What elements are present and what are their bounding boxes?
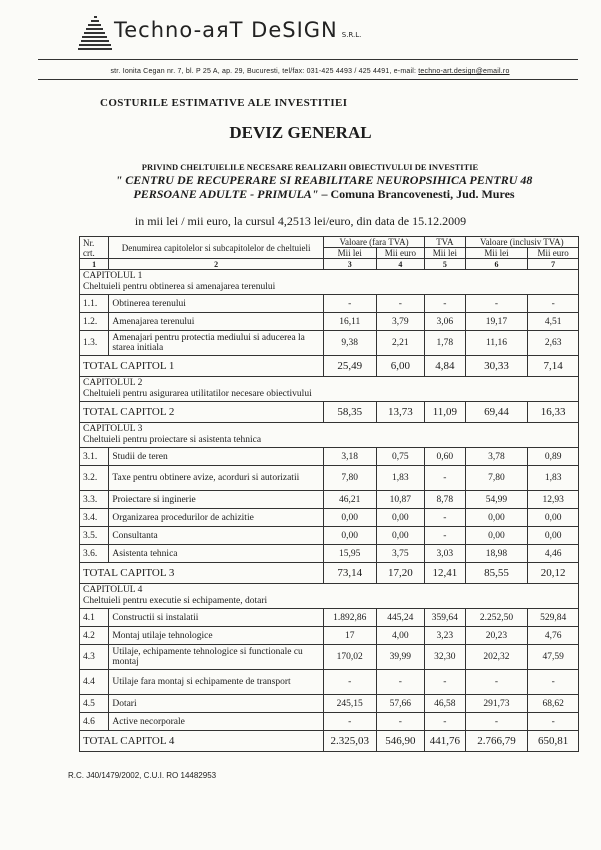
row-value: 2,21 (376, 331, 425, 356)
row-value: 7,80 (323, 466, 376, 491)
row-name: Amenajari pentru protectia mediului si aducerea la starea initiala (109, 331, 324, 356)
row-name: Utilaje fara montaj si echipamente de transport (109, 670, 324, 695)
table-row (80, 527, 579, 545)
row-value: - (376, 295, 425, 313)
row-value: 0,00 (376, 509, 425, 527)
row-value: 0,00 (465, 527, 528, 545)
row-value: - (528, 713, 579, 731)
row-name: Active necorporale (109, 713, 324, 731)
row-value: 359,64 (425, 609, 465, 627)
table-row (80, 448, 579, 466)
row-value: 3,18 (323, 448, 376, 466)
row-value: 0,60 (425, 448, 465, 466)
chapter-total-row (80, 356, 579, 377)
chapter-total-value: 650,81 (528, 731, 579, 752)
row-value: - (425, 295, 465, 313)
row-value: 10,87 (376, 491, 425, 509)
table-row (80, 627, 579, 645)
row-number: 3.3. (80, 491, 109, 509)
row-number: 4.1 (80, 609, 109, 627)
chapter-total-value: 2.766,79 (465, 731, 528, 752)
row-name: Organizarea procedurilor de achizitie (109, 509, 324, 527)
chapter-total-label: TOTAL CAPITOL 4 (80, 731, 324, 752)
row-name: Montaj utilaje tehnologice (109, 627, 324, 645)
row-number: 1.2. (80, 313, 109, 331)
chapter-description: Cheltuieli pentru asigurarea utilitatilor necesare obiectivului (83, 389, 312, 399)
chapter-description: Cheltuieli pentru obtinerea si amenajarea terenului (83, 282, 276, 292)
row-value: - (425, 713, 465, 731)
exchange-rate-note: in mii lei / mii euro, la cursul 4,2513 lei/euro, din data de 15.12.2009 (134, 214, 467, 228)
row-value: 170,02 (323, 645, 376, 670)
chapter-total-value: 73,14 (323, 563, 376, 584)
row-value: 3,78 (465, 448, 528, 466)
row-value: 68,62 (528, 695, 579, 713)
chapter-total-value: 30,33 (465, 356, 528, 377)
table-row (80, 645, 579, 670)
column-index: 3 (323, 259, 376, 270)
chapter-total-value: 25,49 (323, 356, 376, 377)
row-value: 0,00 (465, 509, 528, 527)
chapter-total-label: TOTAL CAPITOL 2 (80, 402, 324, 423)
deviz-table (79, 236, 579, 752)
column-index: 5 (425, 259, 465, 270)
company-suffix: S.R.L. (341, 31, 362, 39)
row-value: 529,84 (528, 609, 579, 627)
row-value: 445,24 (376, 609, 425, 627)
row-name: Dotari (109, 695, 324, 713)
column-index: 6 (465, 259, 528, 270)
header-rule (38, 59, 578, 60)
chapter-title: CAPITOLUL 3 (83, 424, 143, 434)
chapter-title: CAPITOLUL 1 (83, 271, 143, 281)
row-name: Taxe pentru obtinere avize, acorduri si autorizatii (109, 466, 324, 491)
row-value: 3,79 (376, 313, 425, 331)
table-row (80, 713, 579, 731)
row-number: 4.2 (80, 627, 109, 645)
row-value: 57,66 (376, 695, 425, 713)
row-value: 0,00 (528, 509, 579, 527)
row-value: - (425, 527, 465, 545)
row-value: 0,00 (528, 527, 579, 545)
row-value: 4,76 (528, 627, 579, 645)
column-index: 4 (376, 259, 425, 270)
chapter-total-value: 441,76 (425, 731, 465, 752)
col-header-name: Denumirea capitolelor si subcapitolelor de cheltuieli (109, 237, 324, 259)
row-value: - (323, 670, 376, 695)
row-value: 3,03 (425, 545, 465, 563)
document-title: DEVIZ GENERAL (229, 123, 372, 142)
chapter-description: Cheltuieli pentru executie si echipamente, dotari (83, 596, 268, 606)
row-value: - (376, 670, 425, 695)
row-value: - (425, 670, 465, 695)
chapter-total-value: 12,41 (425, 563, 465, 584)
row-value: - (528, 670, 579, 695)
address-text: str. Ionita Cegan nr. 7, bl. P 25 A, ap. 29, Bucuresti, tel/fax: 031-425 4493 / 425 4491, e-mail: (110, 68, 419, 75)
chapter-total-label: TOTAL CAPITOL 3 (80, 563, 324, 584)
row-name: Consultanta (109, 527, 324, 545)
row-number: 1.3. (80, 331, 109, 356)
row-value: 1,83 (376, 466, 425, 491)
col-header-mii-euro: Mii euro (376, 248, 425, 259)
row-value: 15,95 (323, 545, 376, 563)
chapter-total-value: 7,14 (528, 356, 579, 377)
chapter-header-row (80, 584, 579, 609)
row-value: 4,46 (528, 545, 579, 563)
email-link[interactable]: techno-art.design@email.ro (418, 68, 510, 75)
row-value: 39,99 (376, 645, 425, 670)
row-value: 3,06 (425, 313, 465, 331)
column-index: 2 (109, 259, 324, 270)
row-number: 3.5. (80, 527, 109, 545)
chapter-header (80, 584, 579, 609)
table-row (80, 509, 579, 527)
col-header-nr: Nr. crt. (80, 237, 109, 259)
row-number: 3.4. (80, 509, 109, 527)
row-number: 3.2. (80, 466, 109, 491)
chapter-total-value: 16,33 (528, 402, 579, 423)
section-heading: COSTURILE ESTIMATIVE ALE INVESTITIEI (100, 97, 348, 109)
col-header-value-excl: Valoare (fara TVA) (323, 237, 424, 248)
row-number: 3.6. (80, 545, 109, 563)
row-value: 11,16 (465, 331, 528, 356)
row-name: Constructii si instalatii (109, 609, 324, 627)
row-value: 9,38 (323, 331, 376, 356)
table-row (80, 466, 579, 491)
row-name: Proiectare si inginerie (109, 491, 324, 509)
row-value: 1,78 (425, 331, 465, 356)
row-value: 4,51 (528, 313, 579, 331)
row-value: 0,00 (323, 509, 376, 527)
row-value: 32,30 (425, 645, 465, 670)
project-title: " CENTRU DE RECUPERARE SI REABILITARE NEUROPSIHICA PENTRU 48 PERSOANE ADULTE - PRIMULA" (115, 173, 533, 201)
chapter-title: CAPITOLUL 2 (83, 378, 143, 388)
row-value: - (323, 295, 376, 313)
row-number: 4.6 (80, 713, 109, 731)
column-index-row (80, 259, 579, 270)
row-value: - (465, 713, 528, 731)
row-number: 4.3 (80, 645, 109, 670)
project-location: – Comuna Brancovenesti, Jud. Mures (318, 187, 515, 201)
row-value: 2,63 (528, 331, 579, 356)
chapter-total-value: 58,35 (323, 402, 376, 423)
row-value: - (425, 509, 465, 527)
address-rule (38, 79, 578, 80)
row-value: 46,58 (425, 695, 465, 713)
chapter-total-label: TOTAL CAPITOL 1 (80, 356, 324, 377)
column-index: 1 (80, 259, 109, 270)
chapter-total-value: 85,55 (465, 563, 528, 584)
chapter-header (80, 377, 579, 402)
row-value: 7,80 (465, 466, 528, 491)
chapter-total-row (80, 402, 579, 423)
col-header-mii-euro: Mii euro (528, 248, 579, 259)
company-logo (78, 14, 112, 54)
row-value: - (465, 670, 528, 695)
chapter-total-value: 17,20 (376, 563, 425, 584)
row-value: 19,17 (465, 313, 528, 331)
table-row (80, 491, 579, 509)
row-value: 47,59 (528, 645, 579, 670)
row-name: Asistenta tehnica (109, 545, 324, 563)
table-row (80, 609, 579, 627)
company-name (114, 18, 361, 42)
row-value: 54,99 (465, 491, 528, 509)
chapter-total-value: 546,90 (376, 731, 425, 752)
row-value: 16,11 (323, 313, 376, 331)
registration-footer: R.C. J40/1479/2002, C.U.I. RO 14482953 (68, 771, 217, 780)
chapter-total-value: 13,73 (376, 402, 425, 423)
company-name-text: Techno-aяT DeSIGN (114, 18, 338, 42)
row-value: - (376, 713, 425, 731)
row-number: 3.1. (80, 448, 109, 466)
row-value: 3,75 (376, 545, 425, 563)
row-value: 202,32 (465, 645, 528, 670)
table-row (80, 295, 579, 313)
row-number: 4.4 (80, 670, 109, 695)
row-value: 20,23 (465, 627, 528, 645)
chapter-total-value: 20,12 (528, 563, 579, 584)
row-name: Obtinerea terenului (109, 295, 324, 313)
row-value: - (425, 466, 465, 491)
project-name (84, 173, 564, 201)
column-index: 7 (528, 259, 579, 270)
chapter-total-value: 2.325,03 (323, 731, 376, 752)
row-value: 1.892,86 (323, 609, 376, 627)
chapter-description: Cheltuieli pentru proiectare si asistenta tehnica (83, 435, 262, 445)
row-name: Studii de teren (109, 448, 324, 466)
table-row (80, 545, 579, 563)
chapter-total-value: 6,00 (376, 356, 425, 377)
row-value: 0,00 (323, 527, 376, 545)
table-row (80, 670, 579, 695)
row-value: - (323, 713, 376, 731)
row-value: - (528, 295, 579, 313)
document-subtitle: PRIVIND CHELTUIELILE NECESARE REALIZARII OBIECTIVULUI DE INVESTITIE (141, 162, 479, 172)
row-value: 2.252,50 (465, 609, 528, 627)
chapter-total-value: 11,09 (425, 402, 465, 423)
row-value: 245,15 (323, 695, 376, 713)
row-value: 0,75 (376, 448, 425, 466)
row-value: 17 (323, 627, 376, 645)
table-row (80, 695, 579, 713)
row-value: 0,00 (376, 527, 425, 545)
col-header-mii-lei: Mii lei (465, 248, 528, 259)
col-header-value-incl: Valoare (inclusiv TVA) (465, 237, 578, 248)
chapter-header-row (80, 377, 579, 402)
row-name: Utilaje, echipamente tehnologice si functionale cu montaj (109, 645, 324, 670)
row-value: 12,93 (528, 491, 579, 509)
table-row (80, 331, 579, 356)
chapter-header (80, 270, 579, 295)
chapter-total-value: 69,44 (465, 402, 528, 423)
chapter-header (80, 423, 579, 448)
row-value: 291,73 (465, 695, 528, 713)
row-value: 0,89 (528, 448, 579, 466)
row-value: 3,23 (425, 627, 465, 645)
chapter-header-row (80, 270, 579, 295)
row-number: 4.5 (80, 695, 109, 713)
row-name: Amenajarea terenului (109, 313, 324, 331)
row-number: 1.1. (80, 295, 109, 313)
chapter-total-row (80, 563, 579, 584)
row-value: 18,98 (465, 545, 528, 563)
row-value: 1,83 (528, 466, 579, 491)
table-row (80, 313, 579, 331)
col-header-tva: TVA (425, 237, 465, 248)
chapter-header-row (80, 423, 579, 448)
chapter-total-value: 4,84 (425, 356, 465, 377)
row-value: 4,00 (376, 627, 425, 645)
row-value: 8,78 (425, 491, 465, 509)
company-address (40, 68, 580, 75)
col-header-mii-lei: Mii lei (323, 248, 376, 259)
row-value: - (465, 295, 528, 313)
col-header-mii-lei: Mii lei (425, 248, 465, 259)
chapter-total-row (80, 731, 579, 752)
chapter-title: CAPITOLUL 4 (83, 585, 143, 595)
deviz-body (80, 270, 579, 752)
row-value: 46,21 (323, 491, 376, 509)
